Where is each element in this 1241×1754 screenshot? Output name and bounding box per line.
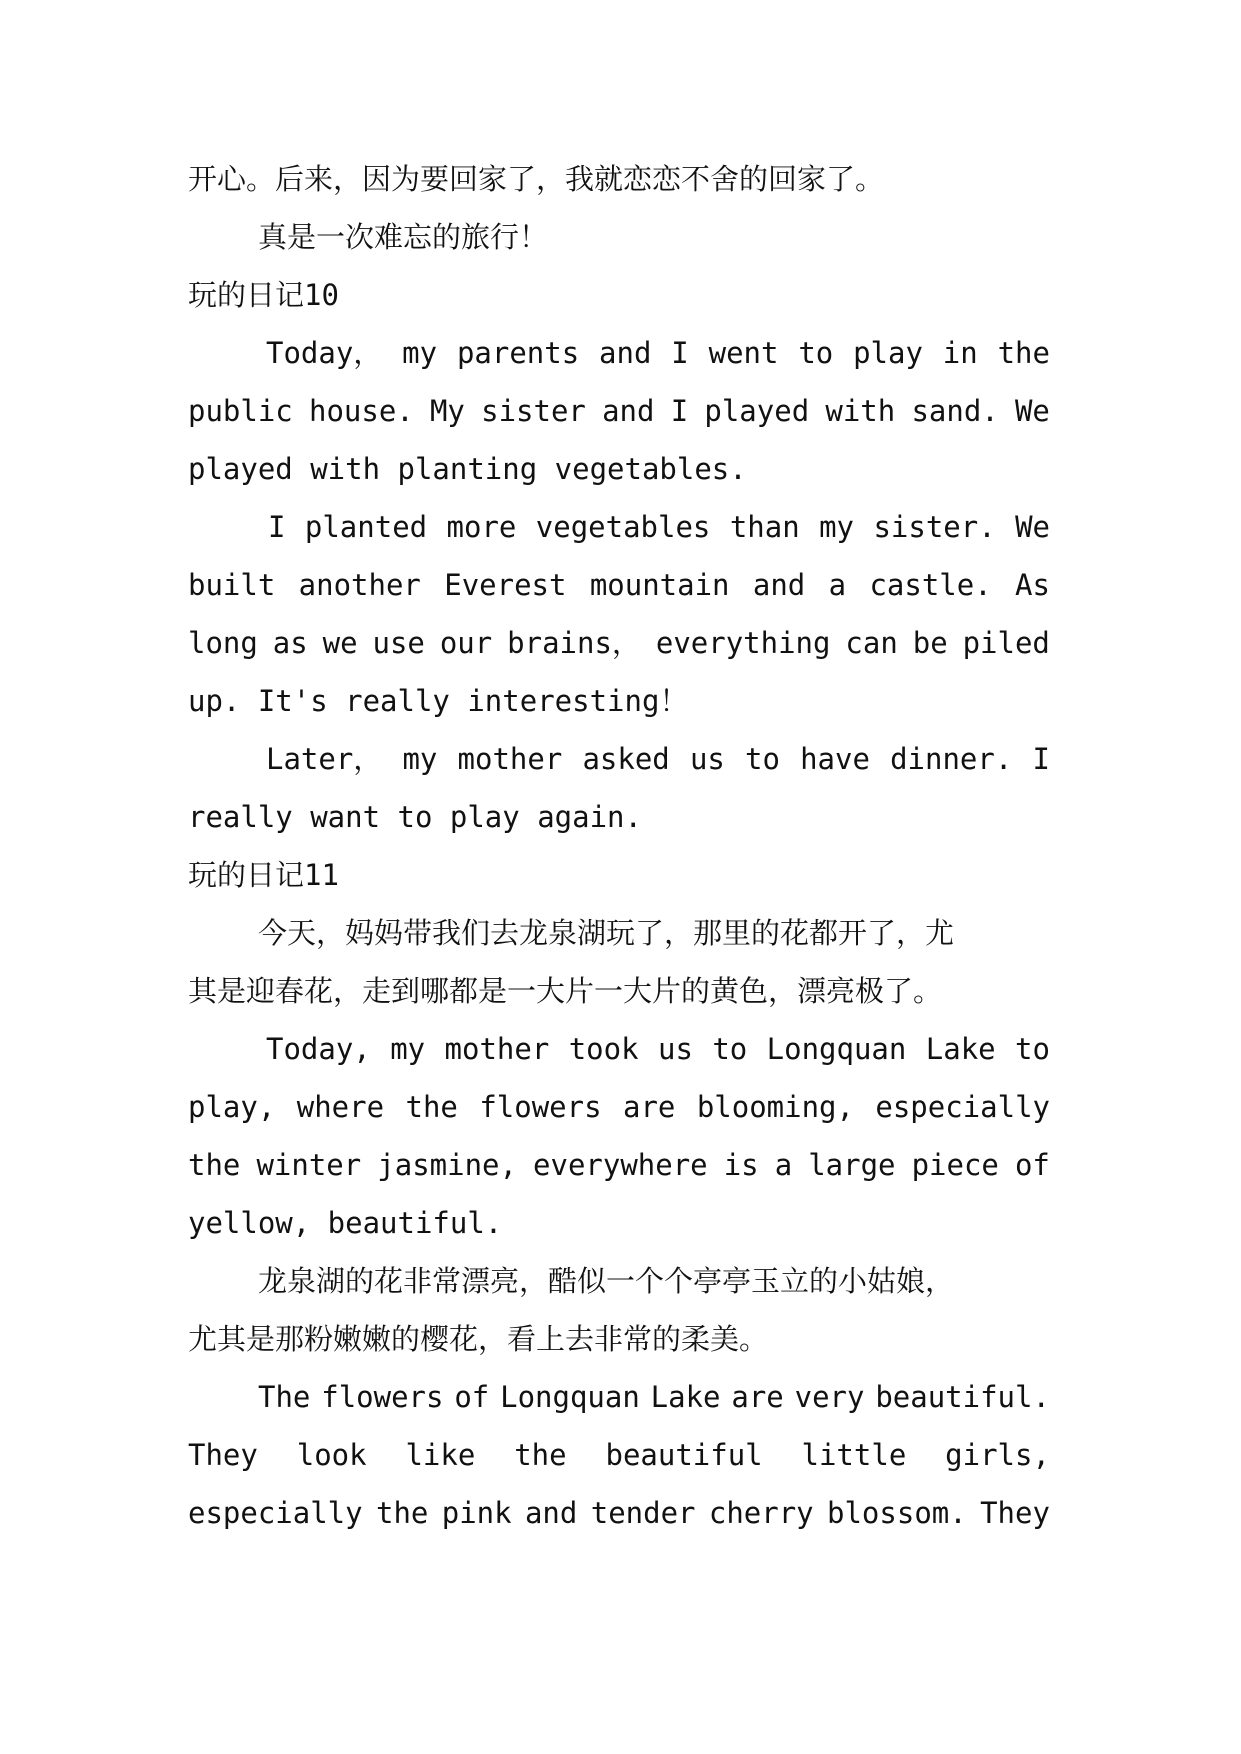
text-line: really want to play again.: [188, 800, 642, 834]
document-page: [188, 150, 1050, 1542]
text-line: built another Everest mountain and a castle. As: [188, 568, 1050, 602]
text-line: Today， my parents and I went to play in the: [266, 336, 1050, 370]
text-line: up. It's really interesting！: [188, 684, 689, 718]
text-line: 开心。后来，因为要回家了，我就恋恋不舍的回家了。: [188, 162, 885, 196]
text-line: They look like the beautiful little girls,: [188, 1438, 1050, 1472]
text-line: 龙泉湖的花非常漂亮，酷似一个个亭亭玉立的小姑娘，: [258, 1264, 955, 1298]
text-line: public house. My sister and I played with sand. We: [188, 394, 1050, 428]
text-line: the winter jasmine, everywhere is a large piece of: [188, 1148, 1050, 1182]
text-line: Later， my mother asked us to have dinner. I: [266, 742, 1050, 776]
text-line: 今天，妈妈带我们去龙泉湖玩了，那里的花都开了，尤: [258, 916, 955, 950]
text-line: especially the pink and tender cherry blossom. They: [188, 1496, 1050, 1530]
text-line: 尤其是那粉嫩嫩的樱花，看上去非常的柔美。: [188, 1322, 769, 1356]
text-line: play, where the flowers are blooming, especially: [188, 1090, 1050, 1124]
text-line: 真是一次难忘的旅行！: [258, 220, 549, 254]
section-heading: 玩的日记10: [188, 278, 339, 312]
section-heading: 玩的日记11: [188, 858, 339, 892]
text-line: long as we use our brains， everything can be piled: [188, 626, 1050, 660]
text-line: yellow, beautiful.: [188, 1206, 503, 1240]
text-line: 其是迎春花，走到哪都是一大片一大片的黄色，漂亮极了。: [188, 974, 943, 1008]
text-line: The flowers of Longquan Lake are very beautiful.: [258, 1380, 1050, 1414]
text-line: Today, my mother took us to Longquan Lake to: [266, 1032, 1050, 1066]
text-line: I planted more vegetables than my sister. We: [268, 510, 1050, 544]
text-line: played with planting vegetables.: [188, 452, 747, 486]
